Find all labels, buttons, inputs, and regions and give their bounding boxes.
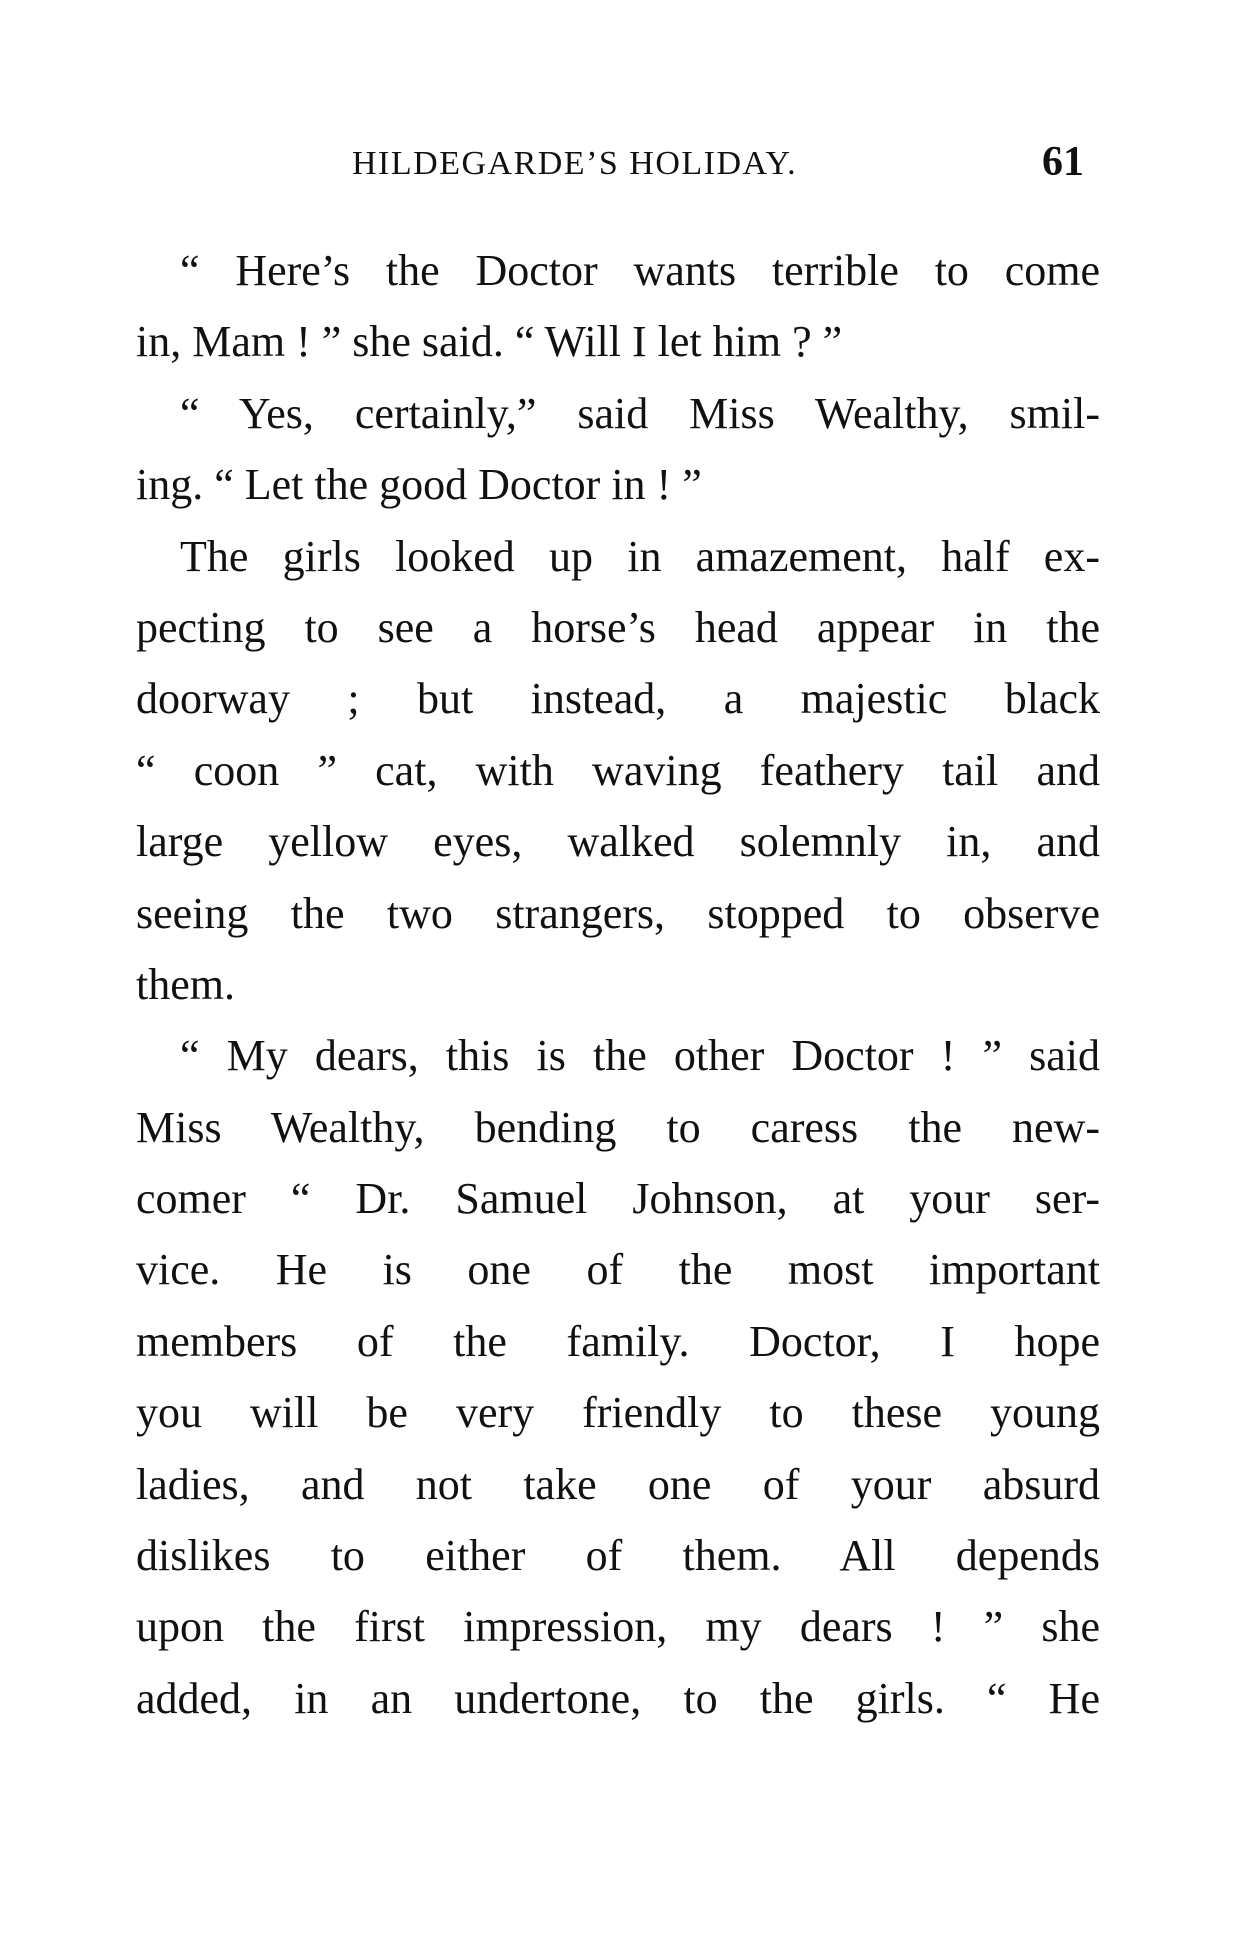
text-line: vice. He is one of the most important (136, 1245, 1100, 1295)
text-line: Miss Wealthy, bending to caress the new- (136, 1102, 1100, 1152)
text-line: pecting to see a horse’s head appear in the (136, 602, 1100, 652)
text-line: in, Mam ! ” she said. “ Will I let him ? ” (136, 317, 843, 367)
text-line: “ coon ” cat, with waving feathery tail and (136, 745, 1100, 795)
text-line: ing. “ Let the good Doctor in ! ” (136, 460, 702, 510)
page-number: 61 (1042, 139, 1084, 185)
text-line: members of the family. Doctor, I hope (136, 1316, 1100, 1366)
text-line: large yellow eyes, walked solemnly in, and (136, 817, 1100, 867)
text-line: seeing the two strangers, stopped to observe (136, 888, 1100, 938)
text-line: upon the first impression, my dears ! ” she (136, 1602, 1100, 1652)
text-line: comer “ Dr. Samuel Johnson, at your ser- (136, 1174, 1100, 1224)
text-line: ladies, and not take one of your absurd (136, 1459, 1100, 1509)
text-line: dislikes to either of them. All depends (136, 1531, 1100, 1581)
text-line: you will be very friendly to these young (136, 1388, 1100, 1438)
text-line: added, in an undertone, to the girls. “ He (136, 1673, 1100, 1723)
text-line: The girls looked up in amazement, half ex- (180, 531, 1100, 581)
text-line: “ Here’s the Doctor wants terrible to come (180, 246, 1100, 295)
text-line: them. (136, 959, 235, 1009)
text-line: doorway ; but instead, a majestic black (136, 674, 1100, 724)
text-line: “ My dears, this is the other Doctor ! ” said (180, 1031, 1100, 1081)
text-line: “ Yes, certainly,” said Miss Wealthy, smil- (180, 388, 1100, 438)
running-head: HILDEGARDE’S HOLIDAY. (352, 145, 798, 182)
body-text (136, 235, 1100, 1734)
